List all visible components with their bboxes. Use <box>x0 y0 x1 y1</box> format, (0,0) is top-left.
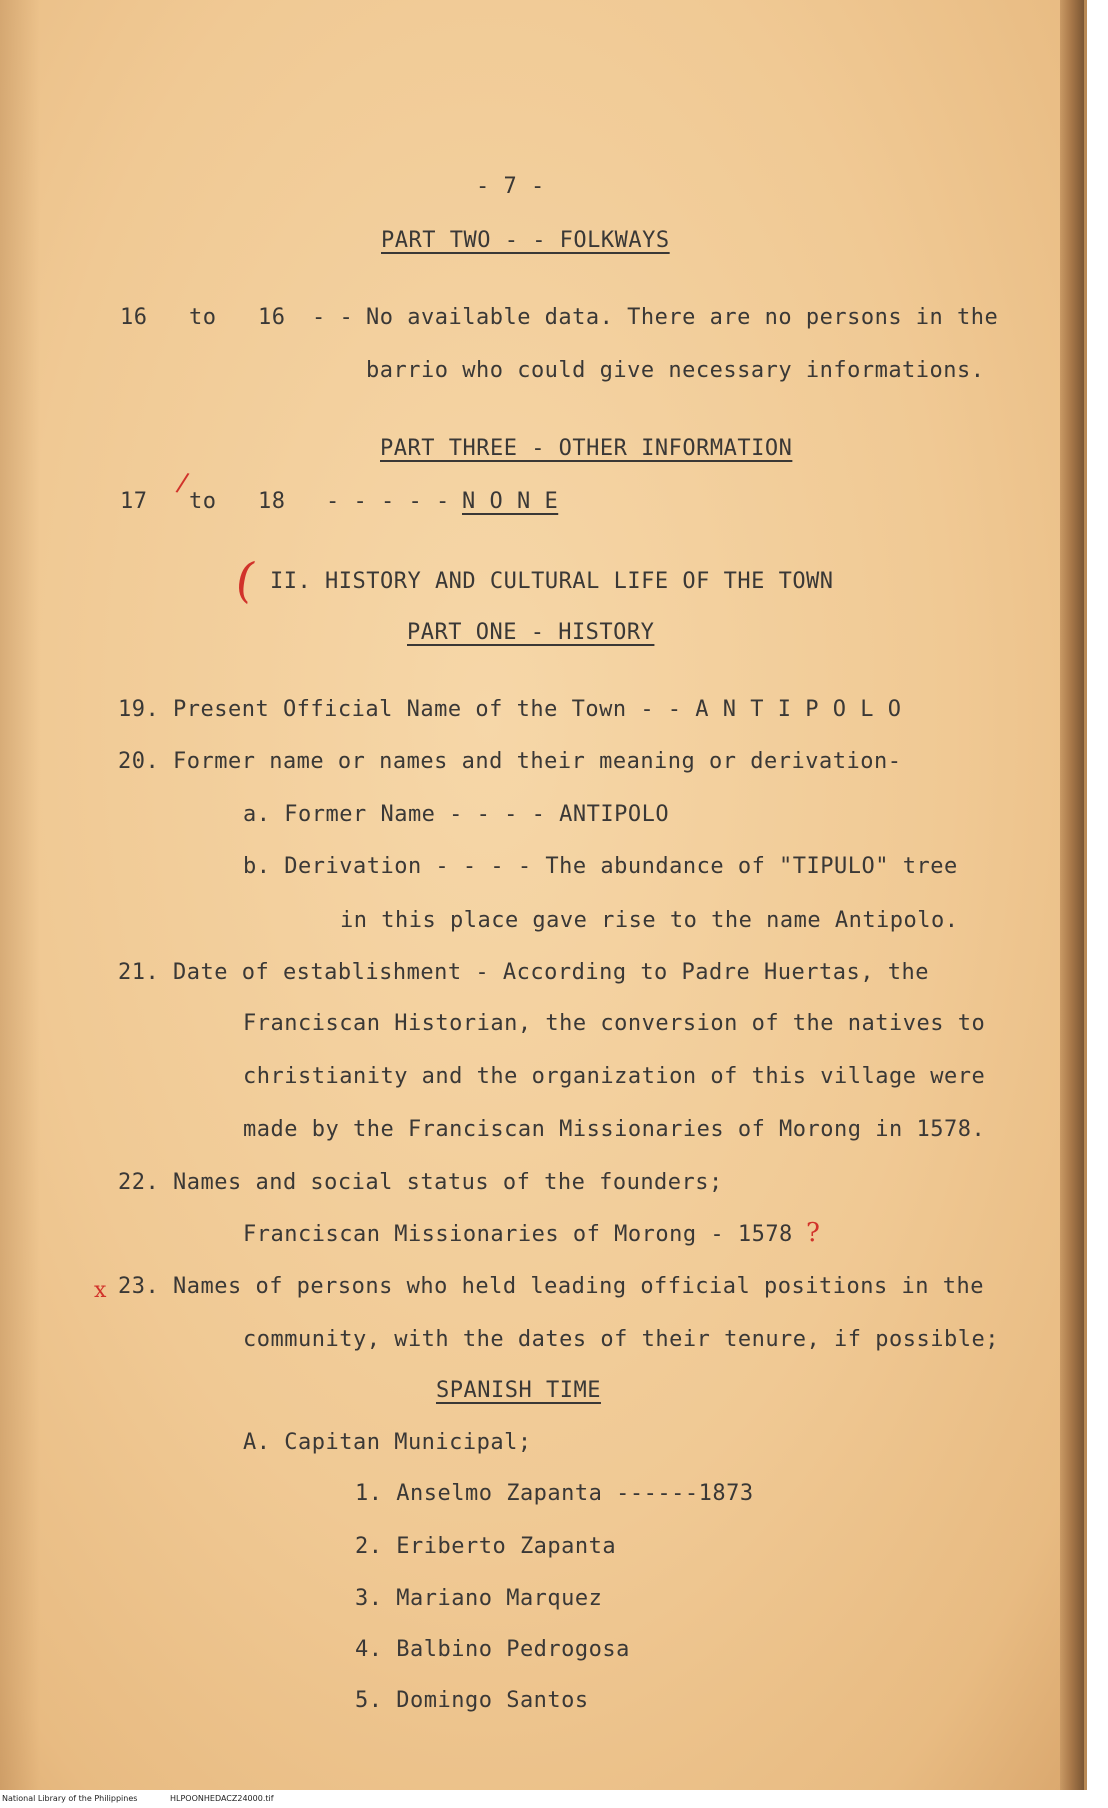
part-two-to: to <box>189 305 217 330</box>
part-two-heading: PART TWO - - FOLKWAYS <box>381 228 670 253</box>
footer-filename: HLPOONHEDACZ24000.tif <box>170 1794 274 1803</box>
item-19: 19. Present Official Name of the Town - - A N T I P O L O <box>118 697 902 722</box>
red-x-mark: x <box>94 1278 107 1303</box>
page-number: - 7 - <box>476 174 545 199</box>
binding-spine <box>1060 0 1084 1790</box>
item-23: 23. Names of persons who held leading official positions in the <box>118 1274 984 1299</box>
item-21: 21. Date of establishment - According to Padre Huertas, the <box>118 960 929 985</box>
item-21-line-4: made by the Franciscan Missionaries of Morong in 1578. <box>243 1117 986 1142</box>
item-20a: a. Former Name - - - - ANTIPOLO <box>243 802 670 827</box>
official-item: 3. Mariano Marquez <box>355 1586 603 1611</box>
item-20: 20. Former name or names and their meaning or derivation- <box>118 749 902 774</box>
item-21-line-2: Franciscan Historian, the conversion of the natives to <box>243 1011 986 1036</box>
capitan-municipal-heading: A. Capitan Municipal; <box>243 1430 532 1455</box>
part-one-heading: PART ONE - HISTORY <box>407 620 655 645</box>
part-two-line-1: No available data. There are no persons in the <box>366 305 999 330</box>
part-three-heading: PART THREE - OTHER INFORMATION <box>380 436 793 461</box>
spanish-time-heading: SPANISH TIME <box>436 1378 601 1403</box>
part-three-num-to: 18 <box>258 489 286 514</box>
page-edge-shade <box>0 0 40 1790</box>
item-23-continued: community, with the dates of their tenure, if possible; <box>243 1327 999 1352</box>
scan-footer <box>0 1790 1108 1808</box>
part-three-to: to <box>189 489 217 514</box>
official-item: 2. Eriberto Zapanta <box>355 1534 617 1559</box>
official-item: 4. Balbino Pedrogosa <box>355 1637 630 1662</box>
red-question-mark: ? <box>806 1218 820 1248</box>
red-check-mark: / <box>174 467 191 499</box>
official-item: 1. Anselmo Zapanta ------1873 <box>355 1481 754 1506</box>
part-two-dashes: - - <box>312 305 354 330</box>
red-bracket-mark: ( <box>231 550 260 610</box>
part-three-value: N O N E <box>462 489 559 514</box>
part-two-num-from: 16 <box>120 305 148 330</box>
part-two-line-2: barrio who could give necessary informations. <box>366 358 985 383</box>
item-20b: b. Derivation - - - - The abundance of "TIPULO" tree <box>243 854 958 879</box>
part-three-dashes: - - - - - <box>326 489 450 514</box>
part-two-num-to: 16 <box>258 305 286 330</box>
item-20b-continued: in this place gave rise to the name Antipolo. <box>340 908 959 933</box>
footer-source: National Library of the Philippines <box>2 1794 138 1803</box>
official-item: 5. Domingo Santos <box>355 1688 589 1713</box>
item-22: 22. Names and social status of the founders; <box>118 1170 723 1195</box>
section-two-title: II. HISTORY AND CULTURAL LIFE OF THE TOWN <box>270 569 834 594</box>
part-three-num-from: 17 <box>120 489 148 514</box>
item-22-answer: Franciscan Missionaries of Morong - 1578 <box>243 1222 793 1247</box>
item-21-line-3: christianity and the organization of this village were <box>243 1064 986 1089</box>
